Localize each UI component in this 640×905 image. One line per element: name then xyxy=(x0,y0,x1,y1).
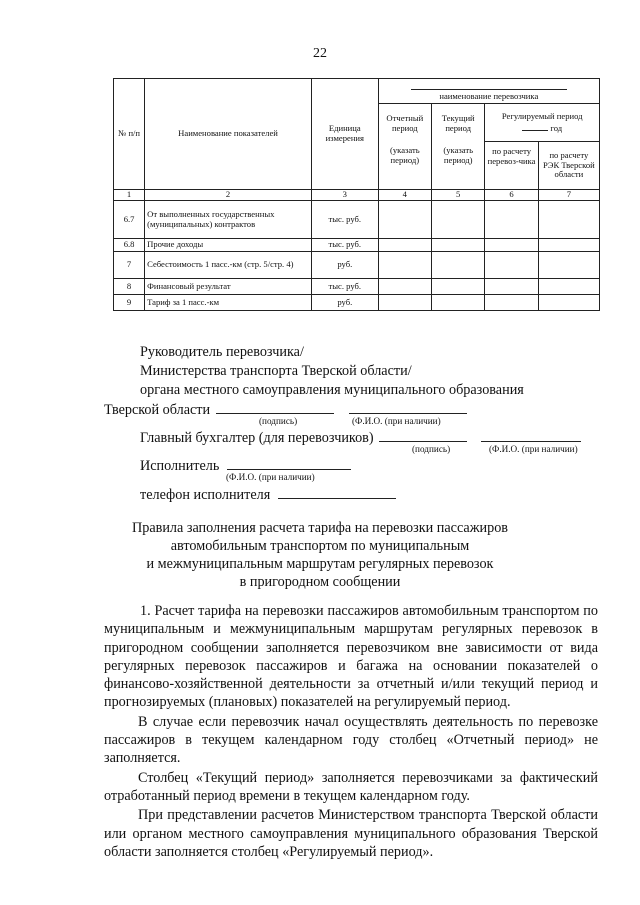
row-name: Финансовый результат xyxy=(145,279,312,295)
row-name: Тариф за 1 пасс.-км xyxy=(145,295,312,311)
table-row xyxy=(114,239,600,252)
head-line-2: Министерства транспорта Тверской области/ xyxy=(140,363,412,379)
row-cell xyxy=(538,279,599,295)
col-number: 4 xyxy=(378,190,431,201)
col-number: 7 xyxy=(538,190,599,201)
row-cell xyxy=(432,252,485,279)
row-cell xyxy=(485,279,538,295)
header-regulated-title: Регулируемый период xyxy=(501,110,583,121)
tariff-table xyxy=(113,78,600,311)
header-current-note: (указать период) xyxy=(443,144,474,165)
year-blank-line xyxy=(522,122,548,131)
table-row xyxy=(114,201,600,239)
col-number: 3 xyxy=(311,190,378,201)
header-regulated-year: год xyxy=(550,122,563,133)
row-no: 7 xyxy=(114,252,145,279)
rules-title-line: и межмуниципальным маршрутам регулярных перевозок xyxy=(146,556,494,572)
row-unit: руб. xyxy=(311,295,378,311)
row-cell xyxy=(485,239,538,252)
header-reporting-title: Отчетный период xyxy=(386,113,424,133)
col-number: 2 xyxy=(145,190,312,201)
row-cell xyxy=(538,239,599,252)
executor-fio-line xyxy=(227,455,351,470)
row-no: 8 xyxy=(114,279,145,295)
row-cell xyxy=(432,295,485,311)
head-fio-label: (Ф.И.О. (при наличии) xyxy=(352,416,441,426)
row-cell xyxy=(485,201,538,239)
chief-sign-line xyxy=(379,427,467,442)
carrier-name-label: наименование перевозчика xyxy=(439,91,539,102)
row-cell xyxy=(538,252,599,279)
row-unit: тыс. руб. xyxy=(311,279,378,295)
head-fio-line xyxy=(349,399,467,414)
head-line-3: органа местного самоуправления муниципального образования xyxy=(140,382,524,398)
row-no: 9 xyxy=(114,295,145,311)
executor-phone-line xyxy=(140,484,396,504)
header-no: № п/п xyxy=(114,79,145,190)
col-number: 5 xyxy=(432,190,485,201)
table-row xyxy=(114,279,600,295)
rules-title-line: Правила заполнения расчета тарифа на перевозки пассажиров xyxy=(131,520,509,536)
header-current-title: Текущий период xyxy=(441,113,475,133)
rules-paragraph-2: В случае если перевозчик начал осуществлять деятельность по перевозке пассажиров в текущем календарном году столбец «Отчетный период» не заполняется. xyxy=(104,713,598,767)
executor-fio-label: (Ф.И.О. (при наличии) xyxy=(226,472,315,482)
header-reporting xyxy=(378,104,431,190)
row-name: Себестоимость 1 пасс.-км (стр. 5/стр. 4) xyxy=(145,252,312,279)
header-by-rek: по расчету РЭК Тверской области xyxy=(538,142,599,190)
header-regulated xyxy=(485,104,600,142)
row-cell xyxy=(432,239,485,252)
carrier-name-line xyxy=(411,89,567,90)
row-unit: тыс. руб. xyxy=(311,239,378,252)
row-cell xyxy=(432,201,485,239)
row-unit: тыс. руб. xyxy=(311,201,378,239)
header-current xyxy=(432,104,485,190)
chief-sign-label: (подпись) xyxy=(412,444,451,454)
rules-title-line: в пригородном сообщении xyxy=(239,574,401,590)
header-indicator: Наименование показателей xyxy=(145,79,312,190)
row-cell xyxy=(378,201,431,239)
col-number: 6 xyxy=(485,190,538,201)
chief-fio-label: (Ф.И.О. (при наличии) xyxy=(489,444,578,454)
row-cell xyxy=(432,279,485,295)
rules-paragraph-4: При представлении расчетов Министерством транспорта Тверской области или органом местного самоуправления муниципального образования Тверской области заполняется столбец «Регулируемый период». xyxy=(104,807,598,860)
head-sign-line xyxy=(216,399,334,414)
row-cell xyxy=(485,252,538,279)
table-row xyxy=(114,295,600,311)
row-no: 6.8 xyxy=(114,239,145,252)
header-unit: Единица измерения xyxy=(311,79,378,190)
rules-title xyxy=(100,519,540,591)
table-row xyxy=(114,252,600,279)
header-by-carrier: по расчету перевоз-чика xyxy=(485,142,538,190)
head-sign-label: (подпись) xyxy=(259,416,298,426)
row-cell xyxy=(485,295,538,311)
head-line-4-text: Тверской области xyxy=(104,402,211,418)
executor-phone-field-line xyxy=(278,484,396,499)
header-reporting-note: (указать период) xyxy=(389,144,420,165)
col-number: 1 xyxy=(114,190,145,201)
executor-text: Исполнитель xyxy=(140,458,220,474)
header-carrier-name xyxy=(378,79,599,104)
page-number: 22 xyxy=(313,46,327,61)
row-no: 6.7 xyxy=(114,201,145,239)
chief-accountant-text: Главный бухгалтер (для перевозчиков) xyxy=(140,430,374,446)
row-cell xyxy=(378,295,431,311)
rules-paragraph-1: 1. Расчет тарифа на перевозки пассажиров автомобильным транспортом по муниципальным и межмуниципальным маршрутам регулярных перевозок в пригородном сообщении заполняется перевозчиком вне зависимости от вида регулярных перевозок пассажиров и багажа на основании показателей о финансово-хозяйственной деятельности за отчетный и/или текущий период и прогнозируемых (плановых) показателей на регулируемый период. xyxy=(104,603,598,711)
row-cell xyxy=(378,279,431,295)
row-cell xyxy=(538,201,599,239)
head-line-1: Руководитель перевозчика/ xyxy=(140,344,304,360)
row-name: От выполненных государственных (муниципальных) контрактов xyxy=(145,201,312,239)
row-cell xyxy=(538,295,599,311)
row-name: Прочие доходы xyxy=(145,239,312,252)
chief-fio-line xyxy=(481,427,581,442)
rules-body xyxy=(104,602,598,861)
rules-title-line: автомобильным транспортом по муниципальным xyxy=(170,538,470,554)
row-cell xyxy=(378,252,431,279)
row-cell xyxy=(378,239,431,252)
executor-phone-text: телефон исполнителя xyxy=(140,487,271,503)
rules-paragraph-3: Столбец «Текущий период» заполняется перевозчиками за фактический отработанный период времени в текущем календарном году. xyxy=(104,769,598,804)
row-unit: руб. xyxy=(311,252,378,279)
